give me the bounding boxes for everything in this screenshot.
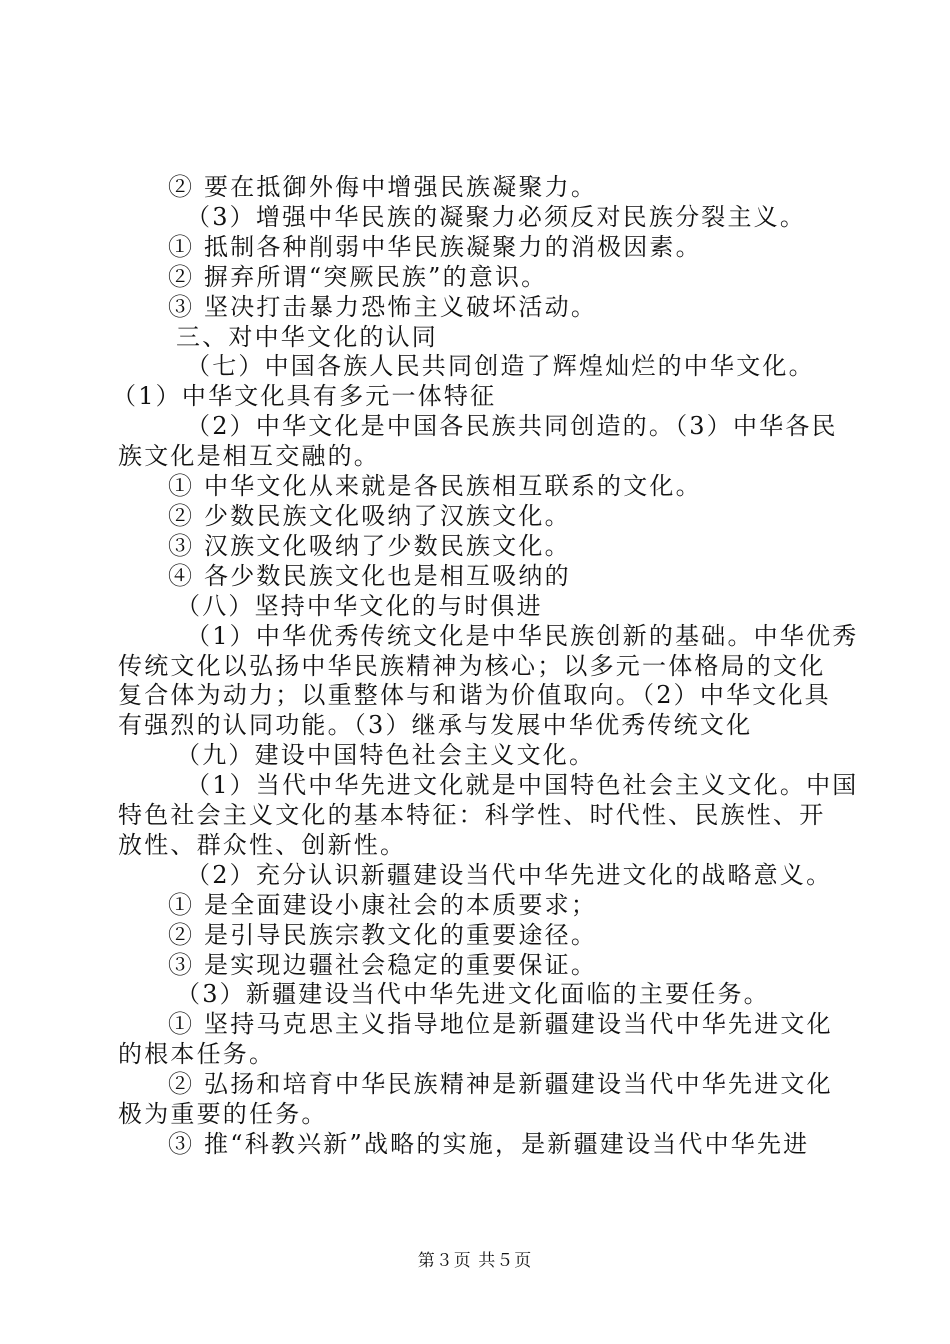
document-body	[112, 173, 859, 1160]
text-line: ③ 推“科教兴新”战略的实施，是新疆建设当代中华先进	[168, 1130, 810, 1158]
subsection-heading: （七）中国各族人民共同创造了辉煌灿烂的中华文化。	[186, 352, 815, 381]
text-line: （2）充分认识新疆建设当代中华先进文化的战略意义。	[186, 860, 833, 889]
text-line: （3）增强中华民族的凝聚力必须反对民族分裂主义。	[186, 202, 807, 231]
text-line: （1）当代中华先进文化就是中国特色社会主义文化。中国	[186, 771, 859, 800]
text-line: ② 要在抵御外侮中增强民族凝聚力。	[168, 173, 598, 201]
text-line: 放性、群众性、创新性。	[118, 830, 407, 859]
section-heading: 三、对中华文化的认同	[176, 322, 438, 351]
text-line: （1）中华文化具有多元一体特征	[112, 382, 497, 411]
text-line: ② 弘扬和培育中华民族精神是新疆建设当代中华先进文化	[168, 1070, 833, 1099]
text-line: （3）新疆建设当代中华先进文化面临的主要任务。	[176, 980, 770, 1009]
text-line: 极为重要的任务。	[118, 1100, 328, 1129]
text-line: ① 是全面建设小康社会的本质要求；	[168, 890, 598, 919]
text-line: 有强烈的认同功能。（3）继承与发展中华优秀传统文化	[118, 711, 753, 740]
text-line: 族文化是相互交融的。	[118, 442, 380, 471]
text-line: 复合体为动力；以重整体与和谐为价值取向。（2）中华文化具	[118, 681, 831, 710]
text-line: ① 坚持马克思主义指导地位是新疆建设当代中华先进文化	[168, 1010, 833, 1039]
text-line: ④ 各少数民族文化也是相互吸纳的	[168, 561, 571, 590]
text-line: ③ 坚决打击暴力恐怖主义破坏活动。	[168, 292, 598, 321]
text-line: 特色社会主义文化的基本特征：科学性、时代性、民族性、开	[118, 801, 826, 830]
subsection-heading: （八）坚持中华文化的与时俱进	[176, 591, 543, 620]
text-line: ① 中华文化从来就是各民族相互联系的文化。	[168, 472, 702, 501]
text-line: （2）中华文化是中国各民族共同创造的。（3）中华各民	[186, 412, 838, 441]
text-line: ② 摒弃所谓“突厥民族”的意识。	[168, 262, 548, 291]
subsection-heading: （九）建设中国特色社会主义文化。	[176, 741, 596, 770]
page-number-footer: 第３页 共５页	[417, 1251, 533, 1271]
text-line: ② 少数民族文化吸纳了汉族文化。	[168, 501, 571, 530]
text-line: 传统文化以弘扬中华民族精神为核心；以多元一体格局的文化	[118, 651, 826, 680]
text-line: ① 抵制各种削弱中华民族凝聚力的消极因素。	[168, 232, 702, 261]
text-line: ③ 是实现边疆社会稳定的重要保证。	[168, 950, 598, 979]
text-line: 的根本任务。	[118, 1040, 276, 1069]
text-line: ③ 汉族文化吸纳了少数民族文化。	[168, 531, 571, 560]
text-line: ② 是引导民族宗教文化的重要途径。	[168, 920, 598, 949]
text-line: （1）中华优秀传统文化是中华民族创新的基础。中华优秀	[186, 621, 859, 650]
